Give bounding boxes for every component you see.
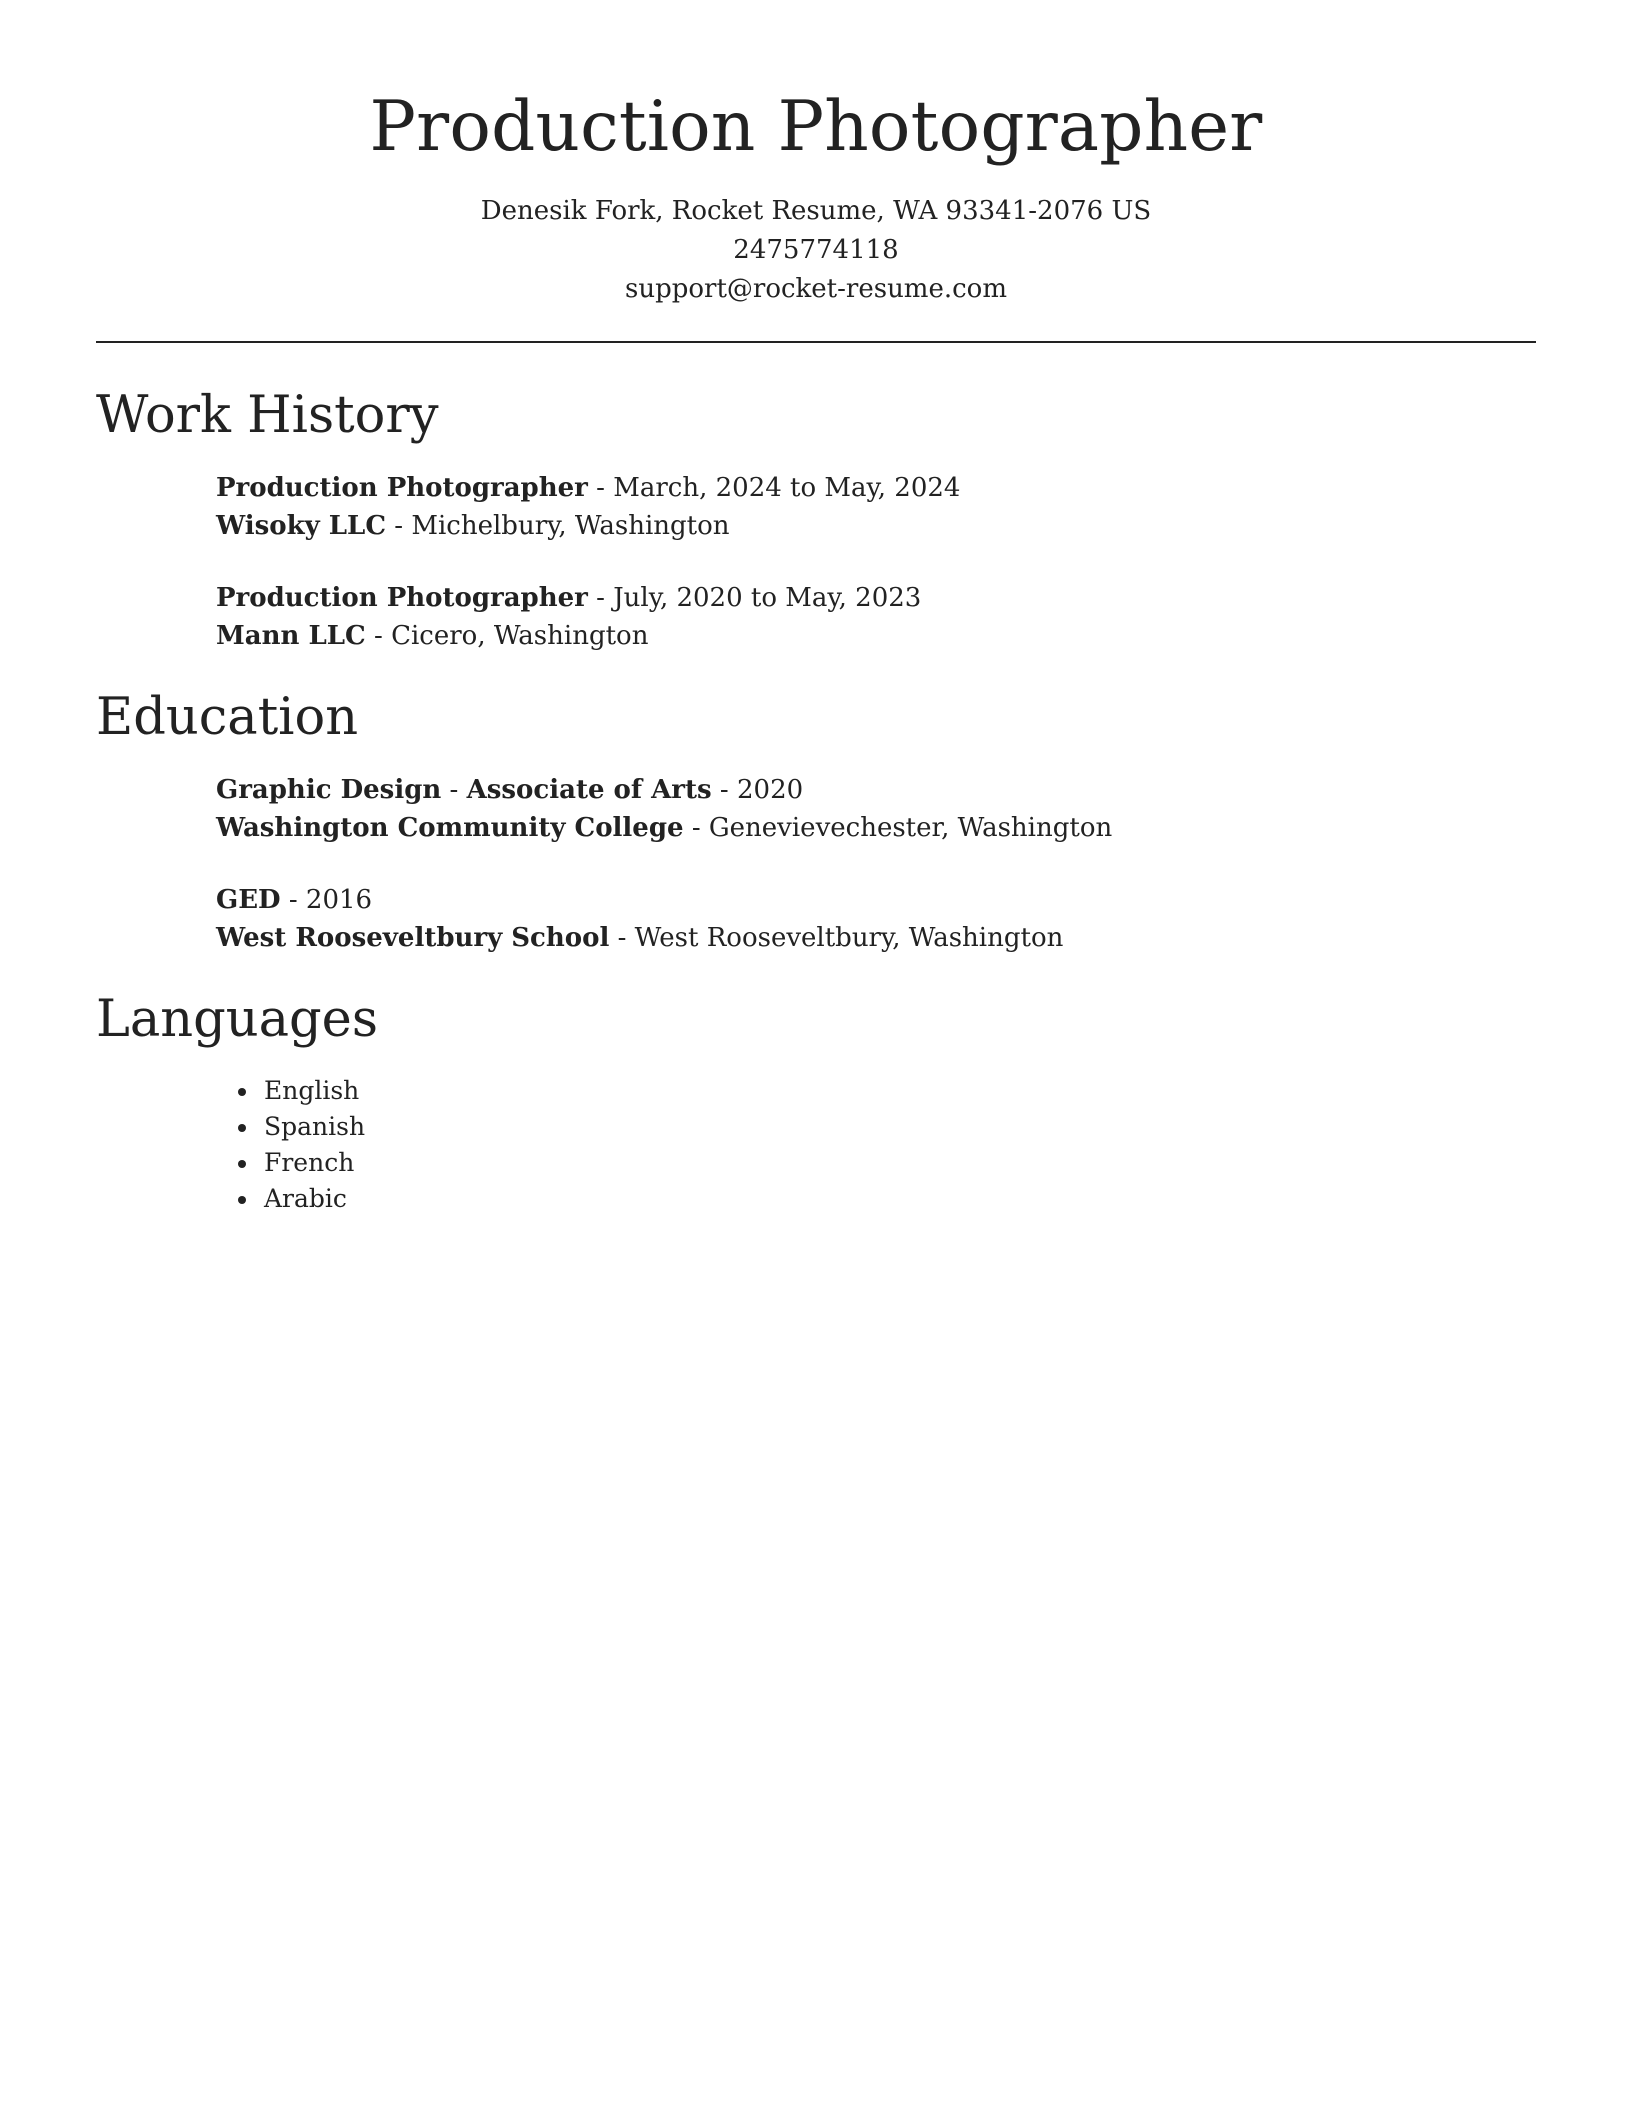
company-location: Michelbury, Washington [411, 511, 730, 541]
address: Denesik Fork, Rocket Resume, WA 93341-2076 US [480, 196, 1152, 226]
work-history-heading: Work History [96, 386, 439, 445]
contact-info [96, 192, 1536, 309]
company-name: Wisoky LLC [216, 511, 387, 541]
email: support@rocket-resume.com [624, 274, 1007, 304]
header-divider [96, 341, 1536, 343]
work-history-section [96, 381, 1536, 655]
school-location: Genevievechester, Washington [708, 813, 1113, 843]
education-field: Graphic Design [216, 775, 442, 805]
company-location: Cicero, Washington [391, 621, 649, 651]
list-item: • English [260, 1073, 1536, 1109]
languages-section [96, 985, 1536, 1217]
languages-heading: Languages [96, 990, 379, 1049]
education-year: 2020 [736, 775, 804, 805]
education-degree: Associate of Arts [466, 775, 712, 805]
job-dates: July, 2020 to May, 2023 [613, 583, 922, 613]
education-section [96, 683, 1536, 957]
education-heading: Education [96, 688, 359, 747]
school-name: Washington Community College [216, 813, 684, 843]
education-degree: GED [216, 885, 281, 915]
school-location: West Rooseveltbury, Washington [634, 923, 1064, 953]
list-item: • Arabic [260, 1181, 1536, 1217]
phone: 2475774118 [733, 235, 899, 265]
school-name: West Rooseveltbury School [216, 923, 610, 953]
job-title: Production Photographer [216, 473, 588, 503]
resume-title: Production Photographer [369, 87, 1263, 167]
education-entry: GED - 2016 West Rooseveltbury School - West Rooseveltbury, Washington [216, 885, 1064, 953]
resume-page [96, 0, 1536, 1217]
work-entry: Production Photographer - July, 2020 to May, 2023 Mann LLC - Cicero, Washington [216, 583, 922, 651]
languages-list [96, 1073, 1536, 1217]
company-name: Mann LLC [216, 621, 366, 651]
list-item: • Spanish [260, 1109, 1536, 1145]
education-entry: Graphic Design - Associate of Arts - 2020 Washington Community College - Genevievechester, Washington [216, 775, 1113, 843]
job-dates: March, 2024 to May, 2024 [613, 473, 961, 503]
list-item: • French [260, 1145, 1536, 1181]
job-title: Production Photographer [216, 583, 588, 613]
education-year: 2016 [305, 885, 373, 915]
resume-header [96, 0, 1536, 309]
work-entry: Production Photographer - March, 2024 to May, 2024 Wisoky LLC - Michelbury, Washington [216, 473, 961, 541]
